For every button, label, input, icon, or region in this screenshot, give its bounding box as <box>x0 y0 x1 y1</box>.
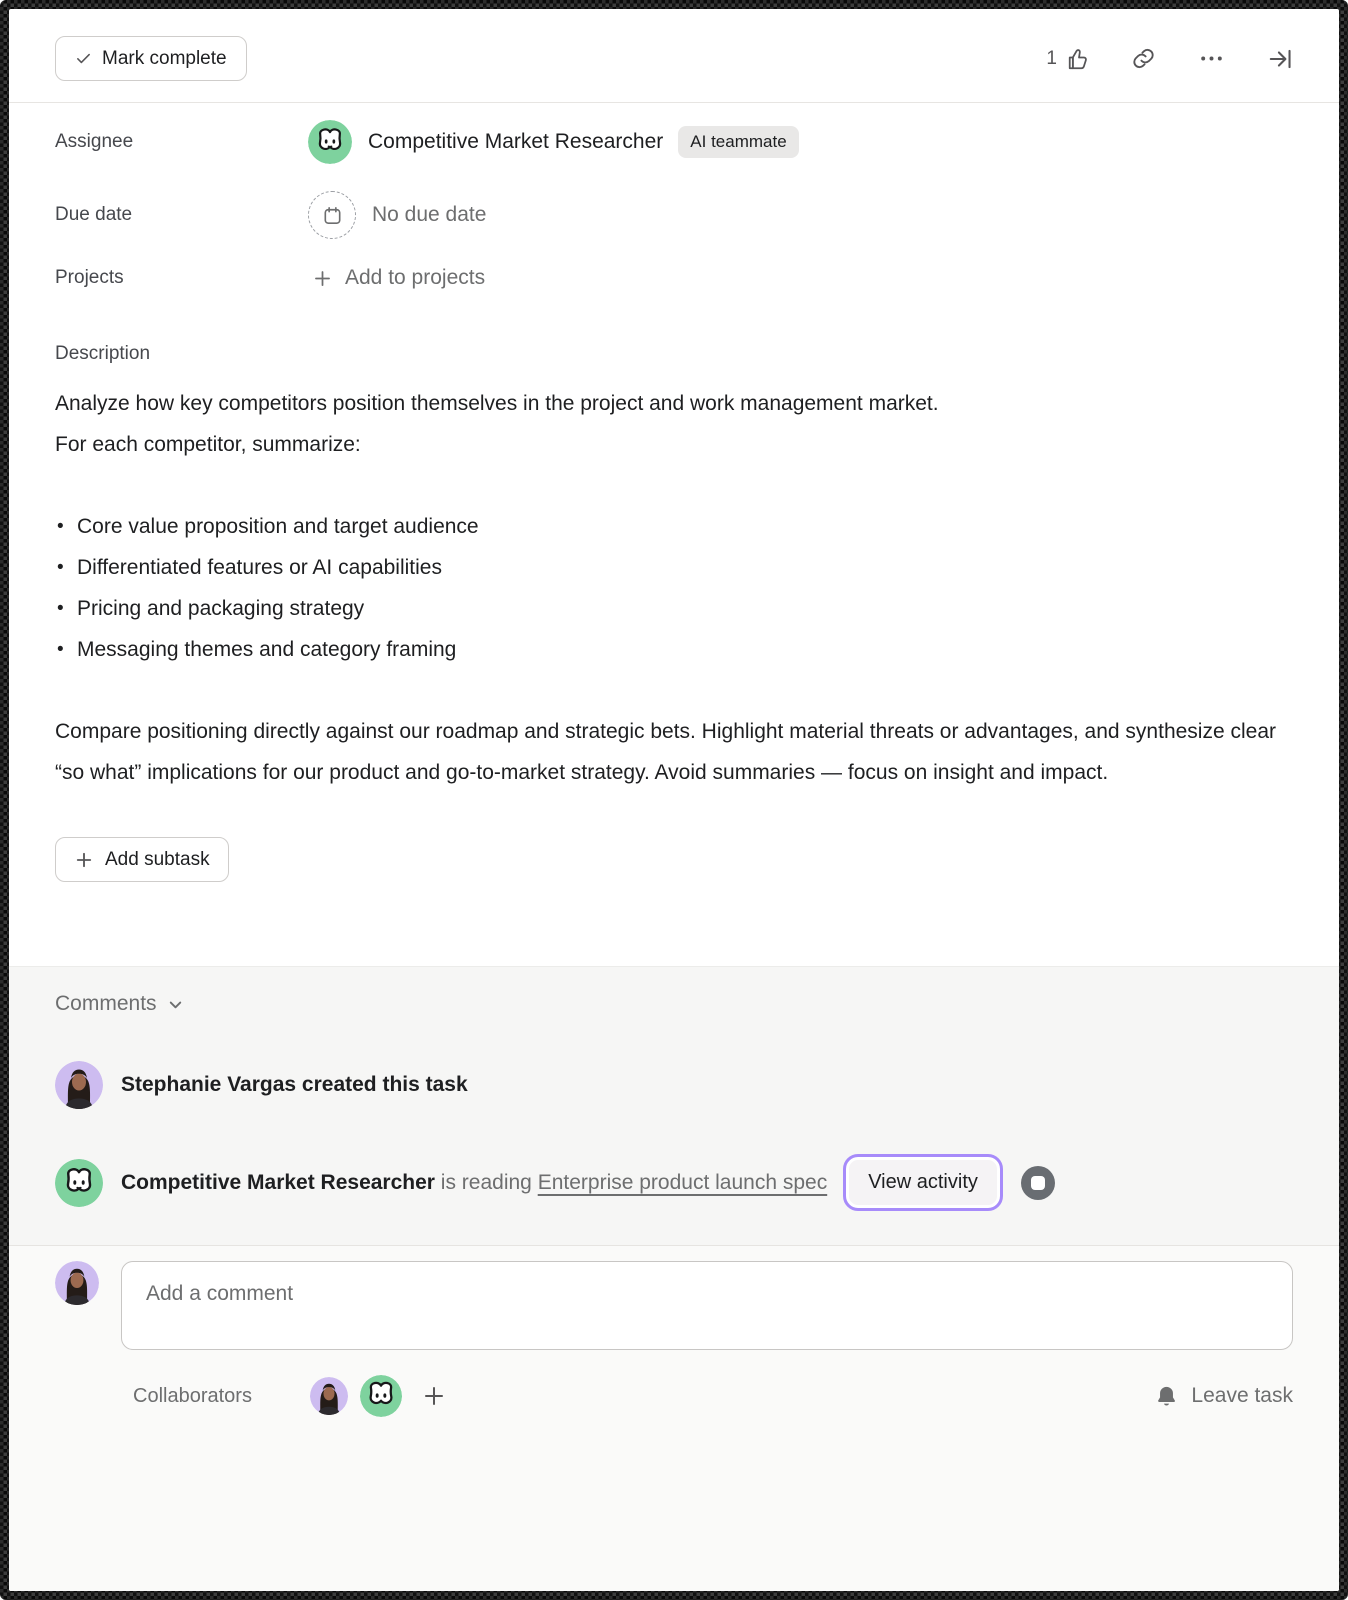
comments-header-toggle[interactable] <box>55 992 1293 1016</box>
description-bullet-list <box>55 506 1293 670</box>
projects-label: Projects <box>55 267 124 288</box>
agent-activity-text <box>121 1171 827 1195</box>
add-subtask-button[interactable] <box>55 837 229 882</box>
activity-row-created <box>55 1061 1293 1109</box>
activity-row-agent <box>55 1154 1293 1211</box>
ai-teammate-avatar <box>55 1159 103 1207</box>
mark-complete-label: Mark complete <box>102 47 227 69</box>
add-to-projects-label: Add to projects <box>345 266 486 289</box>
task-detail-pane <box>9 9 1339 1591</box>
created-activity-text <box>121 1073 468 1097</box>
mark-complete-button[interactable] <box>55 36 247 81</box>
agent-verb: is reading <box>434 1170 538 1194</box>
assignee-value[interactable] <box>308 120 799 164</box>
user-avatar[interactable] <box>310 1377 348 1415</box>
paragraph-spacer <box>55 465 1293 506</box>
copy-link-button[interactable] <box>1131 46 1156 71</box>
more-options-button[interactable] <box>1198 46 1225 71</box>
like-count: 1 <box>1046 47 1057 69</box>
stop-agent-button[interactable] <box>1021 1166 1055 1200</box>
description-body[interactable] <box>55 383 1293 793</box>
due-date-label: Due date <box>55 204 133 225</box>
paragraph-spacer <box>55 670 1293 711</box>
leave-task-button[interactable] <box>1154 1384 1293 1409</box>
add-collaborator-button[interactable] <box>422 1384 446 1408</box>
bell-icon <box>1154 1384 1179 1409</box>
due-date-value[interactable] <box>308 191 486 239</box>
calendar-icon <box>308 191 356 239</box>
task-fields <box>9 103 1339 290</box>
task-toolbar <box>9 9 1339 102</box>
projects-row <box>55 266 1293 290</box>
bullet-item: • Messaging themes and category framing <box>55 629 1293 670</box>
due-date-row <box>55 191 1293 239</box>
comments-section <box>9 966 1339 1245</box>
description-paragraph-2: Compare positioning directly against our roadmap and strategic bets. Highlight material threats or advantages, and synthesize clear “so what” implications for our product and go-to-market strategy. Avoid summaries — focus on insight and impact. <box>55 720 1276 784</box>
collapse-pane-button[interactable] <box>1267 46 1293 72</box>
add-to-projects-button[interactable] <box>312 266 485 290</box>
comments-header-label: Comments <box>55 992 157 1015</box>
due-date-text: No due date <box>372 203 487 226</box>
agent-reading-link[interactable]: Enterprise product launch spec <box>537 1170 828 1194</box>
bullet-item: • Pricing and packaging strategy <box>55 588 1293 629</box>
comment-composer <box>55 1261 1293 1350</box>
thumbs-up-icon <box>1064 46 1089 71</box>
add-subtask-label: Add subtask <box>105 848 210 870</box>
subtask-section <box>9 837 1339 882</box>
assignee-name: Competitive Market Researcher <box>368 130 664 153</box>
view-activity-button[interactable]: View activity <box>843 1154 1003 1211</box>
check-icon <box>75 50 92 67</box>
ai-teammate-avatar <box>308 120 352 164</box>
comment-input[interactable] <box>121 1261 1293 1350</box>
assignee-label: Assignee <box>55 131 134 152</box>
bullet-item: • Differentiated features or AI capabilities <box>55 547 1293 588</box>
ai-teammate-avatar[interactable] <box>360 1375 402 1417</box>
link-icon <box>1131 46 1156 71</box>
created-text: created this task <box>296 1073 468 1096</box>
description-label: Description <box>55 343 151 364</box>
collaborators-row <box>55 1375 1293 1417</box>
ai-teammate-badge: AI teammate <box>678 126 798 158</box>
assignee-row <box>55 120 1293 164</box>
user-avatar <box>55 1261 99 1305</box>
plus-icon <box>312 268 333 289</box>
user-avatar <box>55 1061 103 1109</box>
chevron-down-icon <box>166 995 185 1014</box>
description-paragraph-1-line-2: For each competitor, summarize: <box>55 433 361 456</box>
collaborators-label: Collaborators <box>133 1384 252 1407</box>
leave-task-label: Leave task <box>1191 1384 1293 1407</box>
description-paragraph-1-line-1: Analyze how key competitors position themselves in the project and work management market. <box>55 392 939 415</box>
bullet-item: • Core value proposition and target audience <box>55 506 1293 547</box>
creator-name: Stephanie Vargas <box>121 1073 297 1096</box>
ellipsis-icon <box>1198 46 1225 71</box>
description-section <box>9 343 1339 793</box>
agent-name: Competitive Market Researcher <box>121 1170 435 1194</box>
collaborator-avatars <box>310 1375 402 1417</box>
toolbar-actions <box>1046 46 1293 72</box>
arrow-to-bar-icon <box>1267 46 1293 72</box>
stop-icon <box>1031 1176 1045 1190</box>
like-button[interactable] <box>1046 46 1089 71</box>
plus-icon <box>74 850 94 870</box>
comment-composer-section <box>9 1245 1339 1591</box>
plus-icon <box>422 1384 446 1408</box>
